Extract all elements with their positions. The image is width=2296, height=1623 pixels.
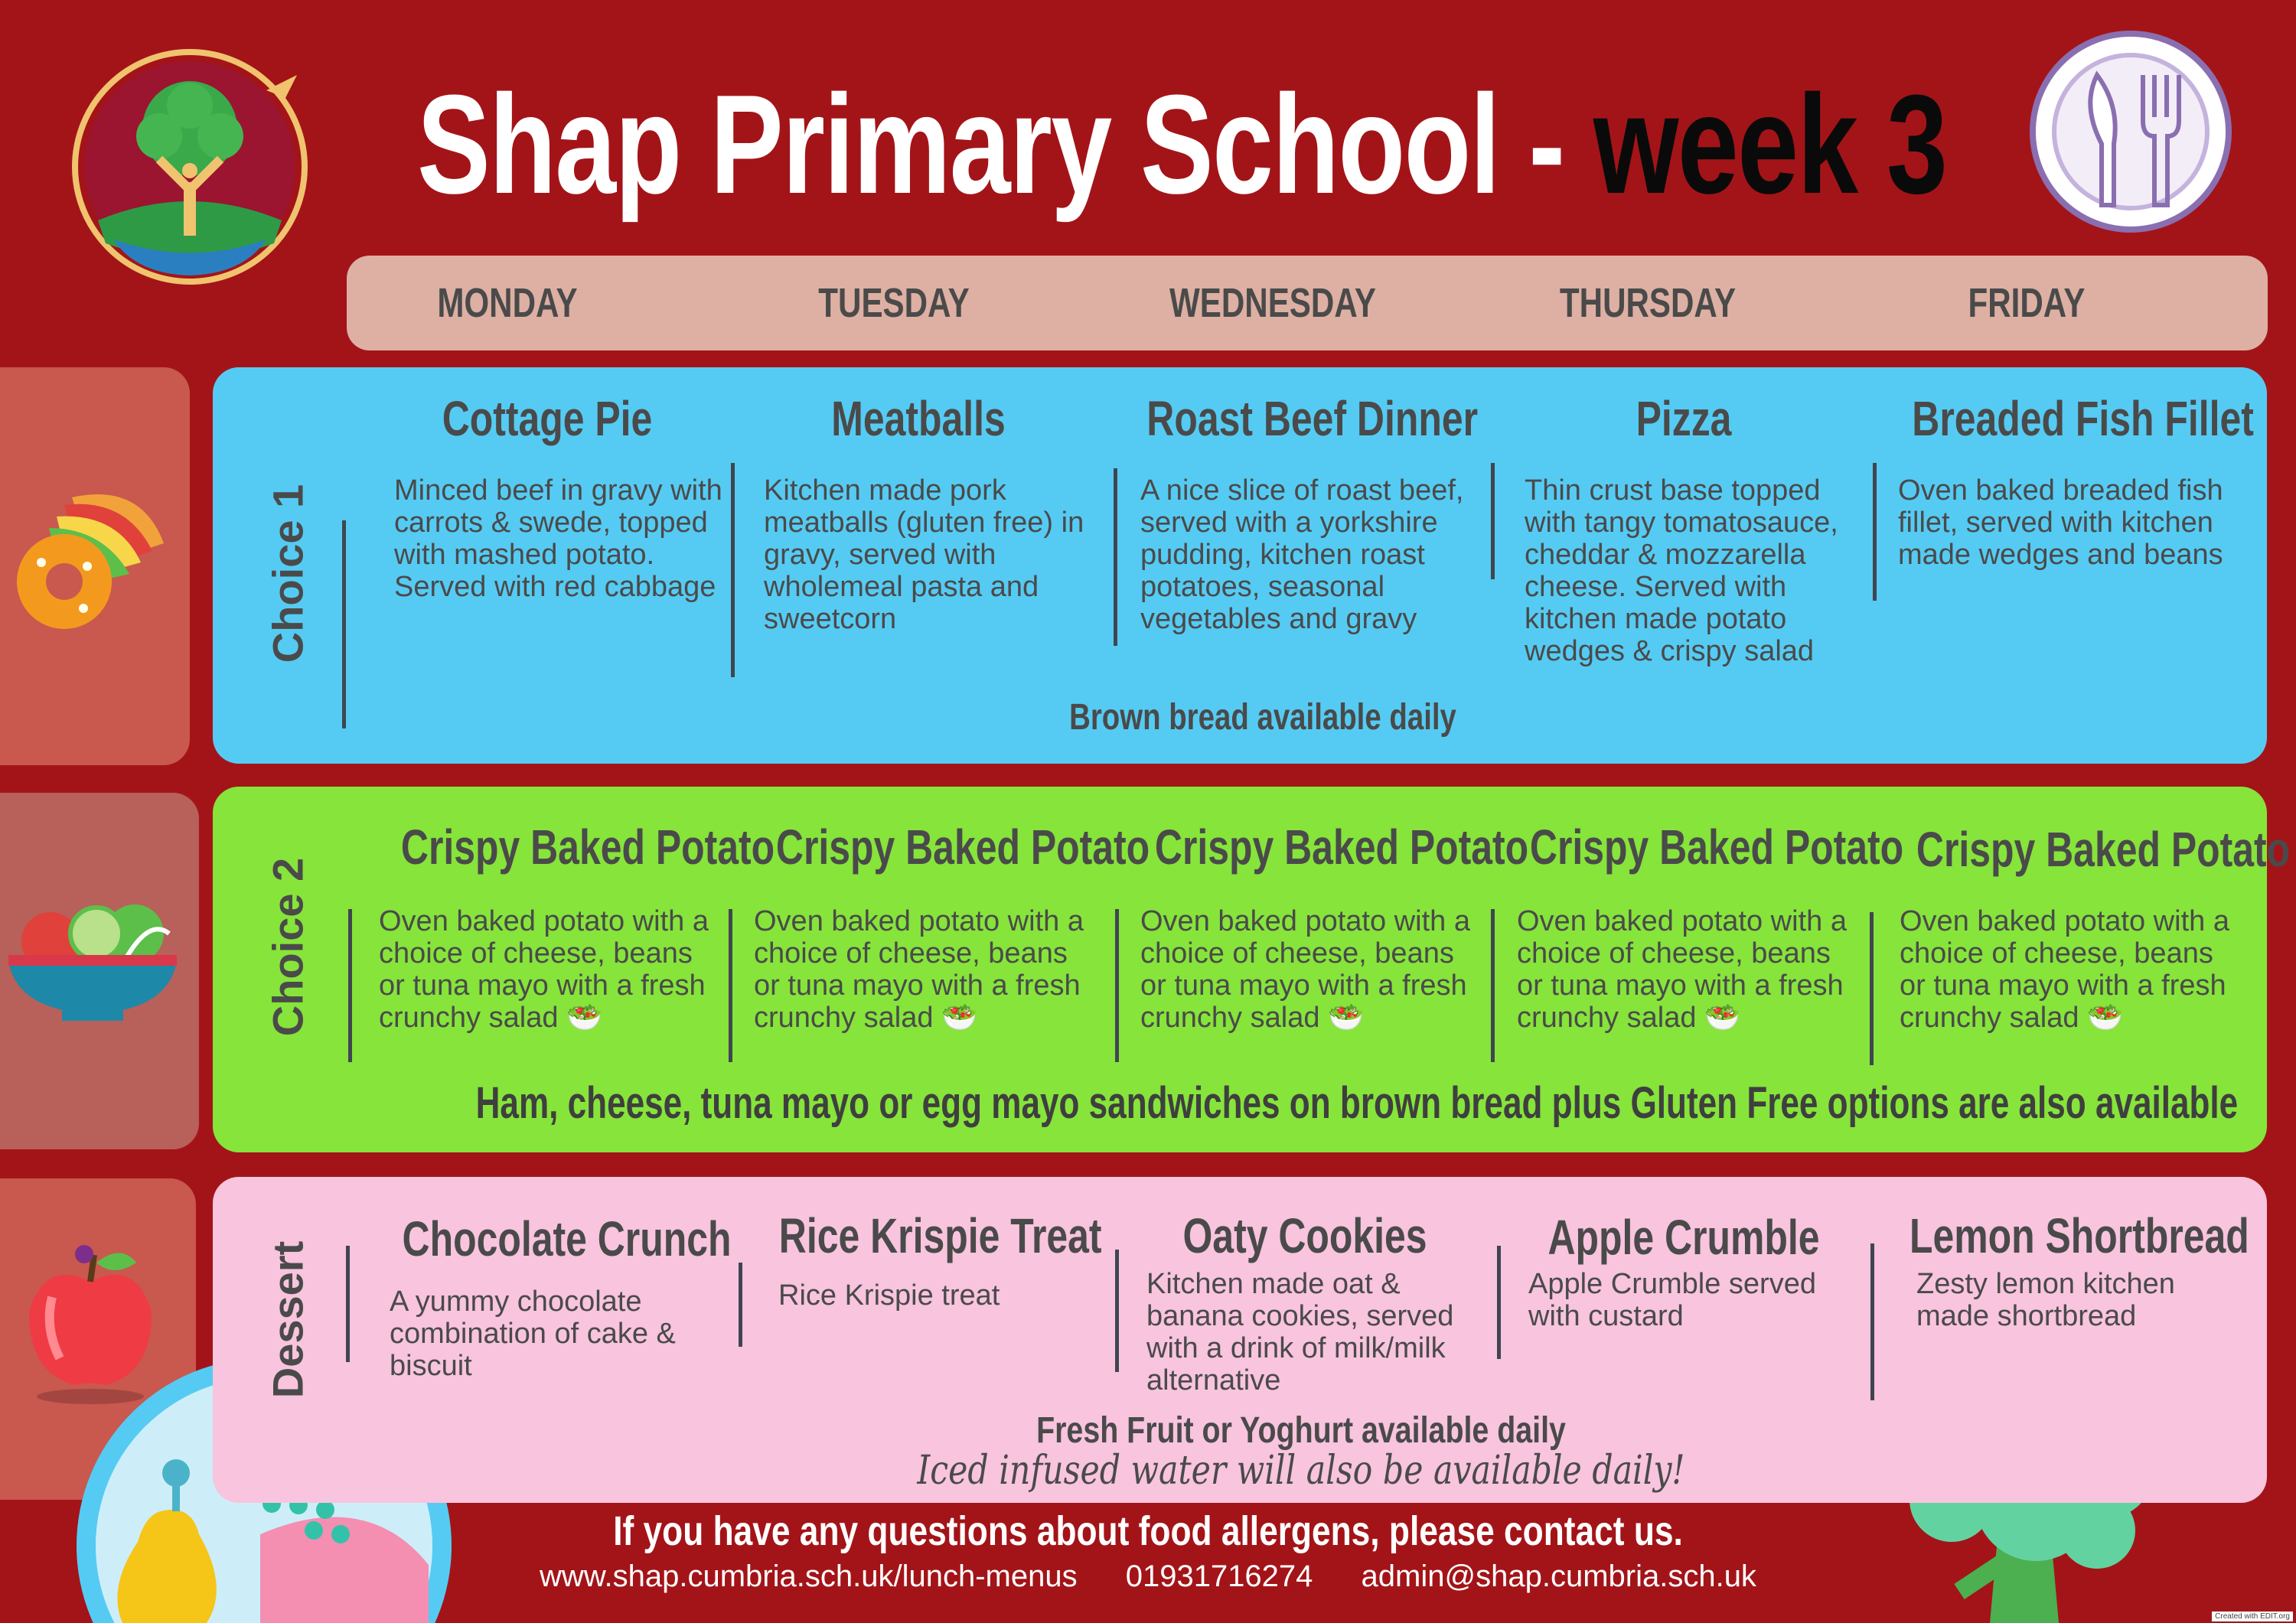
divider — [1873, 463, 1877, 601]
dish-title: Breaded Fish Fillet — [1912, 391, 2254, 446]
dish-desc: A yummy chocolate combination of cake & biscuit — [390, 1286, 676, 1382]
divider — [1114, 468, 1117, 646]
dish-title: Crispy Baked Potato — [1154, 820, 1529, 875]
dish-title: Oaty Cookies — [1182, 1208, 1427, 1263]
footer-allergen-note: If you have any questions about food allergens, please contact us. — [613, 1508, 1683, 1554]
dish-title: Crispy Baked Potato — [1916, 822, 2291, 877]
day-monday: MONDAY — [437, 280, 578, 326]
title-week: week 3 — [1593, 65, 1947, 223]
dish-desc: Zesty lemon kitchen made shortbread — [1916, 1268, 2175, 1332]
credit-badge: Created with EDIT.org — [2212, 1612, 2293, 1621]
dish-desc: Oven baked potato with a choice of cheese, beans or tuna mayo with a fresh crunchy salad 🥗 — [1140, 905, 1470, 1034]
sandwich-icon — [11, 474, 171, 635]
divider — [342, 520, 346, 728]
dish-title: Cottage Pie — [442, 391, 653, 446]
divider — [346, 1246, 350, 1362]
dessert-note: Fresh Fruit or Yoghurt available daily — [1036, 1410, 1566, 1451]
divider — [1115, 1250, 1119, 1372]
divider — [348, 909, 352, 1062]
day-friday: FRIDAY — [1968, 280, 2086, 326]
divider — [1870, 1243, 1874, 1400]
dish-desc: Apple Crumble served with custard — [1528, 1268, 1816, 1332]
plate-cutlery-icon — [2028, 29, 2233, 234]
footer-contact — [0, 1559, 2296, 1594]
dish-desc: Rice Krispie treat — [778, 1279, 1000, 1312]
divider — [1491, 463, 1495, 579]
choice1-label: Choice 1 — [263, 484, 312, 663]
dish-desc: Kitchen made oat & banana cookies, served with a drink of milk/milk alternative — [1146, 1268, 1454, 1396]
salad-bowl-icon — [5, 888, 181, 1033]
dish-desc: Minced beef in gravy with carrots & swede, topped with mashed potato. Served with red cabbage — [394, 474, 722, 603]
divider — [1497, 1246, 1501, 1359]
divider — [731, 463, 735, 677]
dessert-label: Dessert — [263, 1240, 312, 1399]
dish-title: Pizza — [1636, 391, 1732, 446]
dish-desc: Oven baked potato with a choice of cheese, beans or tuna mayo with a fresh crunchy salad 🥗 — [1517, 905, 1847, 1034]
dish-title: Rice Krispie Treat — [778, 1208, 1102, 1263]
divider — [739, 1263, 742, 1347]
dish-desc: Oven baked potato with a choice of cheese, beans or tuna mayo with a fresh crunchy salad 🥗 — [379, 905, 709, 1034]
day-tuesday: TUESDAY — [818, 280, 970, 326]
dish-title: Crispy Baked Potato — [400, 820, 775, 875]
phone-number: 01931716274 — [1125, 1559, 1313, 1593]
dish-title: Roast Beef Dinner — [1146, 391, 1479, 446]
dish-title: Crispy Baked Potato — [1529, 820, 1904, 875]
divider — [1491, 909, 1495, 1062]
day-wednesday: WEDNESDAY — [1169, 280, 1376, 326]
choice2-note: Ham, cheese, tuna mayo or egg mayo sandwiches on brown bread plus Gluten Free options are also available — [475, 1078, 2239, 1128]
dish-desc: Kitchen made pork meatballs (gluten free) in gravy, served with wholemeal pasta and sweetcorn — [764, 474, 1084, 635]
page-title — [417, 65, 1947, 223]
day-header-bar — [347, 256, 2268, 350]
divider — [1870, 912, 1874, 1065]
dish-desc: Oven baked breaded fish fillet, served with kitchen made wedges and beans — [1898, 474, 2223, 571]
choice2-label: Choice 2 — [263, 857, 312, 1037]
divider — [1115, 909, 1119, 1062]
dish-desc: Oven baked potato with a choice of cheese, beans or tuna mayo with a fresh crunchy salad 🥗 — [1900, 905, 2229, 1034]
dish-title: Chocolate Crunch — [402, 1211, 732, 1266]
title-main: Shap Primary School - — [417, 65, 1564, 223]
dish-title: Apple Crumble — [1548, 1210, 1820, 1265]
divider — [729, 909, 732, 1062]
dish-desc: A nice slice of roast beef, served with a yorkshire pudding, kitchen roast potatoes, seasonal vegetables and gravy — [1140, 474, 1464, 635]
school-logo-icon — [67, 44, 312, 297]
website-link[interactable]: www.shap.cumbria.sch.uk/lunch-menus — [540, 1559, 1078, 1593]
dish-title: Lemon Shortbread — [1910, 1208, 2249, 1263]
day-thursday: THURSDAY — [1559, 280, 1737, 326]
dish-title: Crispy Baked Potato — [775, 820, 1150, 875]
dish-desc: Thin crust base topped with tangy tomatosauce, cheddar & mozzarella cheese. Served with kitchen made potato wedges & crispy salad — [1525, 474, 1838, 667]
dish-desc: Oven baked potato with a choice of cheese, beans or tuna mayo with a fresh crunchy salad 🥗 — [754, 905, 1084, 1034]
choice1-note: Brown bread available daily — [1069, 697, 1456, 738]
dish-title: Meatballs — [831, 391, 1006, 446]
dessert-note-water: Iced infused water will also be available daily! — [917, 1448, 1685, 1494]
email-link[interactable]: admin@shap.cumbria.sch.uk — [1361, 1559, 1756, 1593]
